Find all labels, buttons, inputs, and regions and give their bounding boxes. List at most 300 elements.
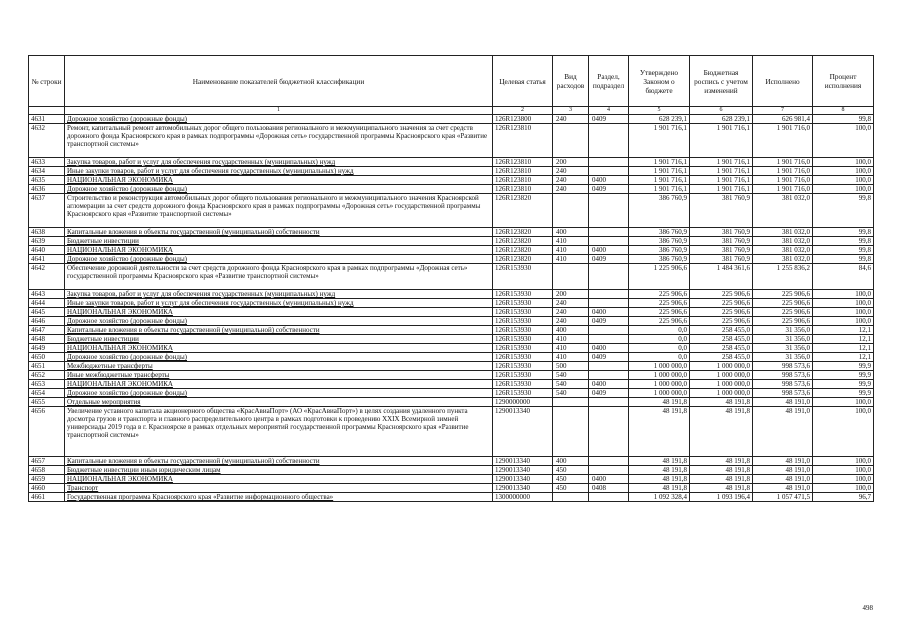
table-row [29,335,874,344]
row-approved-cell: 225 906,6 [629,317,690,326]
row-percent-cell: 12,1 [813,344,874,353]
row-number-cell: 4633 [29,158,65,167]
row-percent-cell: 100,0 [813,317,874,326]
row-number-cell: 4646 [29,317,65,326]
row-kind-cell: 240 [553,308,589,317]
row-kind-cell: 410 [553,246,589,255]
row-name-cell: Капитальные вложения в объекты государственной (муниципальной) собственности [65,326,493,335]
row-name-cell: Увеличение уставного капитала акционерного общества «КрасАвиаПорт» (АО «КрасАвиаПорт») в целях создания удаленного пункта досмотра грузов и транспорта и главного распределительного центра в рамках подготовки к проведению XXIX Всемирной зимней универсиады 2019 года в г. Красноярске в рамках отдельных мероприятий государственной программы Красноярского края «Развитие транспортной системы» [65,407,493,457]
page-number: 498 [862,604,873,612]
row-number-cell: 4639 [29,237,65,246]
header-executed: Исполнено [753,56,813,107]
row-section-cell [589,457,629,466]
row-number-cell: 4637 [29,194,65,228]
row-kind-cell: 450 [553,484,589,493]
row-kind-cell: 450 [553,466,589,475]
col-number [29,107,65,115]
row-approved-cell: 1 901 716,1 [629,158,690,167]
row-percent-cell: 99,8 [813,194,874,228]
col-number: 6 [690,107,753,115]
row-number-cell: 4636 [29,185,65,194]
col-number: 4 [589,107,629,115]
row-budget-cell: 381 760,9 [690,246,753,255]
row-number-cell: 4634 [29,167,65,176]
row-name-cell: Закупка товаров, работ и услуг для обеспечения государственных (муниципальных) нужд [65,158,493,167]
row-section-cell [589,237,629,246]
row-name-cell: Обеспечение дорожной деятельности за счет средств дорожного фонда Красноярского края в рамках подпрограммы «Дорожная сеть» государственной программы Красноярского края «Развитие транспортной системы» [65,264,493,290]
row-approved-cell: 0,0 [629,344,690,353]
row-budget-cell: 258 455,0 [690,326,753,335]
row-percent-cell: 100,0 [813,176,874,185]
row-percent-cell: 100,0 [813,484,874,493]
row-section-cell [589,299,629,308]
row-name-cell: Дорожное хозяйство (дорожные фонды) [65,389,493,398]
budget-table [28,55,874,502]
table-row [29,475,874,484]
row-target-cell: 126R153930 [493,308,553,317]
row-budget-cell: 1 484 361,6 [690,264,753,290]
budget-document [28,55,873,502]
row-approved-cell: 1 000 000,0 [629,389,690,398]
row-target-cell: 126R153930 [493,353,553,362]
table-row [29,398,874,407]
row-budget-cell: 48 191,8 [690,475,753,484]
row-number-cell: 4644 [29,299,65,308]
row-name-cell: Дорожное хозяйство (дорожные фонды) [65,255,493,264]
row-name-cell: НАЦИОНАЛЬНАЯ ЭКОНОМИКА [65,380,493,389]
row-target-cell: 1290013340 [493,466,553,475]
row-percent-cell: 84,6 [813,264,874,290]
row-kind-cell: 240 [553,115,589,124]
row-kind-cell: 240 [553,185,589,194]
row-approved-cell: 1 901 716,1 [629,176,690,185]
row-section-cell [589,167,629,176]
row-target-cell: 126R123810 [493,158,553,167]
header-kind: Вид расходов [553,56,589,107]
table-row [29,380,874,389]
row-executed-cell: 48 191,0 [753,466,813,475]
row-budget-cell: 381 760,9 [690,255,753,264]
row-target-cell: 126R153930 [493,371,553,380]
row-budget-cell: 48 191,8 [690,484,753,493]
row-executed-cell: 381 032,0 [753,237,813,246]
row-target-cell: 126R123810 [493,185,553,194]
row-kind-cell: 410 [553,335,589,344]
row-kind-cell [553,264,589,290]
table-row [29,407,874,457]
header-approved: Утверждено Законом о бюджете [629,56,690,107]
row-name-cell: Капитальные вложения в объекты государственной (муниципальной) собственности [65,457,493,466]
header-section: Раздел, подраздел [589,56,629,107]
row-section-cell [589,290,629,299]
row-name-cell: Иные межбюджетные трансферты [65,371,493,380]
row-section-cell: 0400 [589,246,629,255]
row-number-cell: 4651 [29,362,65,371]
row-target-cell: 1300000000 [493,493,553,502]
row-percent-cell: 96,7 [813,493,874,502]
table-row [29,264,874,290]
row-percent-cell: 100,0 [813,466,874,475]
row-budget-cell: 48 191,8 [690,407,753,457]
row-approved-cell: 386 760,9 [629,246,690,255]
row-approved-cell: 386 760,9 [629,237,690,246]
row-target-cell: 126R123820 [493,228,553,237]
row-executed-cell: 225 906,6 [753,308,813,317]
header-row [29,56,874,107]
row-number-cell: 4654 [29,389,65,398]
row-budget-cell: 1 000 000,0 [690,380,753,389]
header-name: Наименование показателей бюджетной классификации [65,56,493,107]
table-row [29,299,874,308]
row-target-cell: 126R123810 [493,176,553,185]
row-executed-cell: 1 901 716,0 [753,124,813,158]
table-row [29,362,874,371]
row-number-cell: 4657 [29,457,65,466]
row-percent-cell: 99,8 [813,255,874,264]
row-percent-cell: 100,0 [813,299,874,308]
col-number: 3 [553,107,589,115]
row-section-cell [589,228,629,237]
row-approved-cell: 225 906,6 [629,290,690,299]
row-section-cell: 0400 [589,344,629,353]
row-number-cell: 4631 [29,115,65,124]
row-approved-cell: 0,0 [629,326,690,335]
row-target-cell: 126R123800 [493,115,553,124]
row-kind-cell: 400 [553,457,589,466]
row-number-cell: 4632 [29,124,65,158]
header-row-no: № строки [29,56,65,107]
table-row [29,493,874,502]
row-name-cell: НАЦИОНАЛЬНАЯ ЭКОНОМИКА [65,176,493,185]
row-section-cell [589,264,629,290]
row-percent-cell: 99,8 [813,228,874,237]
row-kind-cell: 240 [553,317,589,326]
row-section-cell: 0400 [589,308,629,317]
row-number-cell: 4635 [29,176,65,185]
row-number-cell: 4647 [29,326,65,335]
row-kind-cell [553,407,589,457]
row-budget-cell: 1 901 716,1 [690,158,753,167]
row-budget-cell: 381 760,9 [690,237,753,246]
row-approved-cell: 1 000 000,0 [629,371,690,380]
row-executed-cell: 998 573,6 [753,371,813,380]
row-target-cell: 126R153930 [493,317,553,326]
row-percent-cell: 100,0 [813,475,874,484]
row-budget-cell: 225 906,6 [690,290,753,299]
row-executed-cell: 31 356,0 [753,326,813,335]
row-percent-cell: 12,1 [813,335,874,344]
row-approved-cell: 1 000 000,0 [629,380,690,389]
row-budget-cell: 628 239,1 [690,115,753,124]
row-number-cell: 4640 [29,246,65,255]
row-executed-cell: 225 906,6 [753,299,813,308]
row-section-cell [589,493,629,502]
row-approved-cell: 48 191,8 [629,398,690,407]
row-kind-cell [553,493,589,502]
row-kind-cell: 410 [553,237,589,246]
row-name-cell: Бюджетные инвестиции [65,237,493,246]
row-executed-cell: 1 901 716,0 [753,185,813,194]
row-name-cell: Бюджетные инвестиции [65,335,493,344]
row-budget-cell: 1 093 196,4 [690,493,753,502]
row-section-cell [589,158,629,167]
row-name-cell: Государственная программа Красноярского края «Развитие информационного общества» [65,493,493,502]
table-row [29,466,874,475]
header-budget: Бюджетная роспись с учетом изменений [690,56,753,107]
row-executed-cell: 1 057 471,5 [753,493,813,502]
row-name-cell: Капитальные вложения в объекты государственной (муниципальной) собственности [65,228,493,237]
row-budget-cell: 1 000 000,0 [690,371,753,380]
row-target-cell: 126R123820 [493,237,553,246]
row-section-cell: 0409 [589,317,629,326]
row-number-cell: 4643 [29,290,65,299]
table-row [29,308,874,317]
row-approved-cell: 1 225 906,6 [629,264,690,290]
row-kind-cell: 410 [553,255,589,264]
row-target-cell: 126R153930 [493,344,553,353]
table-row [29,115,874,124]
row-kind-cell [553,398,589,407]
table-row [29,246,874,255]
row-name-cell: Бюджетные инвестиции иным юридическим лицам [65,466,493,475]
row-kind-cell: 240 [553,299,589,308]
row-target-cell: 126R153930 [493,362,553,371]
col-number: 7 [753,107,813,115]
row-kind-cell: 500 [553,362,589,371]
row-approved-cell: 386 760,9 [629,228,690,237]
table-row [29,185,874,194]
row-section-cell [589,466,629,475]
row-percent-cell: 99,9 [813,389,874,398]
row-target-cell: 126R153930 [493,335,553,344]
row-approved-cell: 48 191,8 [629,457,690,466]
row-percent-cell: 100,0 [813,407,874,457]
row-number-cell: 4650 [29,353,65,362]
row-approved-cell: 1 901 716,1 [629,185,690,194]
row-section-cell [589,407,629,457]
row-budget-cell: 225 906,6 [690,308,753,317]
row-name-cell: Дорожное хозяйство (дорожные фонды) [65,353,493,362]
row-executed-cell: 1 901 716,0 [753,176,813,185]
row-executed-cell: 48 191,0 [753,398,813,407]
row-budget-cell: 1 901 716,1 [690,176,753,185]
row-approved-cell: 1 901 716,1 [629,167,690,176]
row-number-cell: 4642 [29,264,65,290]
row-approved-cell: 628 239,1 [629,115,690,124]
row-number-cell: 4648 [29,335,65,344]
row-budget-cell: 48 191,8 [690,466,753,475]
row-executed-cell: 225 906,6 [753,317,813,326]
row-target-cell: 1290013340 [493,407,553,457]
row-budget-cell: 225 906,6 [690,317,753,326]
row-target-cell: 1290000000 [493,398,553,407]
row-percent-cell: 100,0 [813,457,874,466]
row-name-cell: Отдельные мероприятия [65,398,493,407]
table-row [29,167,874,176]
row-section-cell [589,371,629,380]
table-row [29,158,874,167]
row-percent-cell: 100,0 [813,158,874,167]
row-number-cell: 4653 [29,380,65,389]
row-executed-cell: 48 191,0 [753,475,813,484]
row-approved-cell: 48 191,8 [629,466,690,475]
row-executed-cell: 998 573,6 [753,362,813,371]
table-row [29,353,874,362]
row-kind-cell: 410 [553,353,589,362]
row-section-cell: 0409 [589,185,629,194]
row-target-cell: 126R153930 [493,380,553,389]
row-kind-cell: 450 [553,475,589,484]
row-executed-cell: 998 573,6 [753,380,813,389]
table-row [29,457,874,466]
row-approved-cell: 48 191,8 [629,475,690,484]
row-executed-cell: 31 356,0 [753,335,813,344]
row-section-cell: 0409 [589,255,629,264]
row-section-cell [589,326,629,335]
row-percent-cell: 100,0 [813,185,874,194]
row-budget-cell: 225 906,6 [690,299,753,308]
row-executed-cell: 381 032,0 [753,228,813,237]
row-executed-cell: 48 191,0 [753,484,813,493]
row-name-cell: Дорожное хозяйство (дорожные фонды) [65,317,493,326]
table-body [29,115,874,502]
row-section-cell: 0408 [589,484,629,493]
table-row [29,371,874,380]
row-section-cell: 0400 [589,176,629,185]
header-percent: Процент исполнения [813,56,874,107]
row-kind-cell: 200 [553,158,589,167]
table-row [29,124,874,158]
table-row [29,326,874,335]
table-row [29,237,874,246]
row-target-cell: 1290013340 [493,457,553,466]
row-executed-cell: 1 255 836,2 [753,264,813,290]
col-number: 5 [629,107,690,115]
row-budget-cell: 381 760,9 [690,228,753,237]
row-executed-cell: 626 981,4 [753,115,813,124]
row-approved-cell: 0,0 [629,335,690,344]
row-percent-cell: 12,1 [813,353,874,362]
row-target-cell: 126R153930 [493,290,553,299]
row-approved-cell: 225 906,6 [629,299,690,308]
row-kind-cell [553,124,589,158]
row-target-cell: 126R153930 [493,299,553,308]
row-number-cell: 4658 [29,466,65,475]
row-section-cell: 0400 [589,380,629,389]
row-target-cell: 126R123820 [493,255,553,264]
row-name-cell: Транспорт [65,484,493,493]
table-row [29,255,874,264]
row-name-cell: Иные закупки товаров, работ и услуг для обеспечения государственных (муниципальных) нужд [65,299,493,308]
row-approved-cell: 1 901 716,1 [629,124,690,158]
row-percent-cell: 99,9 [813,371,874,380]
col-number: 1 [65,107,493,115]
row-name-cell: НАЦИОНАЛЬНАЯ ЭКОНОМИКА [65,475,493,484]
row-executed-cell: 381 032,0 [753,194,813,228]
row-percent-cell: 99,8 [813,237,874,246]
row-executed-cell: 998 573,6 [753,389,813,398]
row-executed-cell: 48 191,0 [753,407,813,457]
col-number: 2 [493,107,553,115]
row-target-cell: 1290013340 [493,484,553,493]
row-kind-cell: 240 [553,167,589,176]
row-kind-cell: 540 [553,371,589,380]
row-section-cell: 0400 [589,475,629,484]
table-row [29,176,874,185]
row-kind-cell: 400 [553,228,589,237]
row-section-cell: 0409 [589,389,629,398]
row-executed-cell: 225 906,6 [753,290,813,299]
row-percent-cell: 100,0 [813,167,874,176]
row-name-cell: Ремонт, капитальный ремонт автомобильных дорог общего пользования регионального и межмуниципального значения за счет средств дорожного фонда Красноярского края в рамках подпрограммы «Дорожная сеть» государственной программы Красноярского края «Развитие транспортной системы» [65,124,493,158]
row-approved-cell: 386 760,9 [629,194,690,228]
row-number-cell: 4652 [29,371,65,380]
row-executed-cell: 1 901 716,0 [753,167,813,176]
row-approved-cell: 1 092 328,4 [629,493,690,502]
row-name-cell: Закупка товаров, работ и услуг для обеспечения государственных (муниципальных) нужд [65,290,493,299]
row-section-cell [589,194,629,228]
row-percent-cell: 100,0 [813,124,874,158]
row-name-cell: НАЦИОНАЛЬНАЯ ЭКОНОМИКА [65,344,493,353]
table-row [29,317,874,326]
row-executed-cell: 31 356,0 [753,344,813,353]
header-target: Целевая статья [493,56,553,107]
row-kind-cell: 410 [553,344,589,353]
row-kind-cell: 200 [553,290,589,299]
row-percent-cell: 100,0 [813,308,874,317]
table-row [29,389,874,398]
row-budget-cell: 1 000 000,0 [690,389,753,398]
table-row [29,194,874,228]
row-percent-cell: 99,8 [813,115,874,124]
row-number-cell: 4641 [29,255,65,264]
row-name-cell: НАЦИОНАЛЬНАЯ ЭКОНОМИКА [65,308,493,317]
table-row [29,228,874,237]
row-number-cell: 4661 [29,493,65,502]
row-target-cell: 1290013340 [493,475,553,484]
row-approved-cell: 225 906,6 [629,308,690,317]
row-budget-cell: 1 901 716,1 [690,124,753,158]
row-section-cell [589,124,629,158]
row-executed-cell: 381 032,0 [753,246,813,255]
row-target-cell: 126R123810 [493,167,553,176]
row-kind-cell: 540 [553,389,589,398]
row-name-cell: Иные закупки товаров, работ и услуг для обеспечения государственных (муниципальных) нужд [65,167,493,176]
row-name-cell: Строительство и реконструкция автомобильных дорог общего пользования регионального и межмуниципального значения Красноярской агломерации за счет средств дорожного фонда Красноярского края в рамках подпрограммы «Дорожная сеть» государственной программы Красноярского края «Развитие транспортной системы» [65,194,493,228]
row-budget-cell: 258 455,0 [690,344,753,353]
row-name-cell: Дорожное хозяйство (дорожные фонды) [65,115,493,124]
row-approved-cell: 386 760,9 [629,255,690,264]
row-percent-cell: 99,9 [813,380,874,389]
row-section-cell [589,362,629,371]
row-percent-cell: 99,9 [813,362,874,371]
table-row [29,290,874,299]
row-budget-cell: 258 455,0 [690,353,753,362]
row-number-cell: 4645 [29,308,65,317]
row-section-cell: 0409 [589,353,629,362]
row-kind-cell [553,194,589,228]
row-percent-cell: 12,1 [813,326,874,335]
row-name-cell: НАЦИОНАЛЬНАЯ ЭКОНОМИКА [65,246,493,255]
row-executed-cell: 31 356,0 [753,353,813,362]
row-target-cell: 126R153930 [493,326,553,335]
row-budget-cell: 258 455,0 [690,335,753,344]
row-number-cell: 4659 [29,475,65,484]
row-executed-cell: 381 032,0 [753,255,813,264]
row-percent-cell: 100,0 [813,290,874,299]
column-number-row [29,107,874,115]
row-kind-cell: 400 [553,326,589,335]
